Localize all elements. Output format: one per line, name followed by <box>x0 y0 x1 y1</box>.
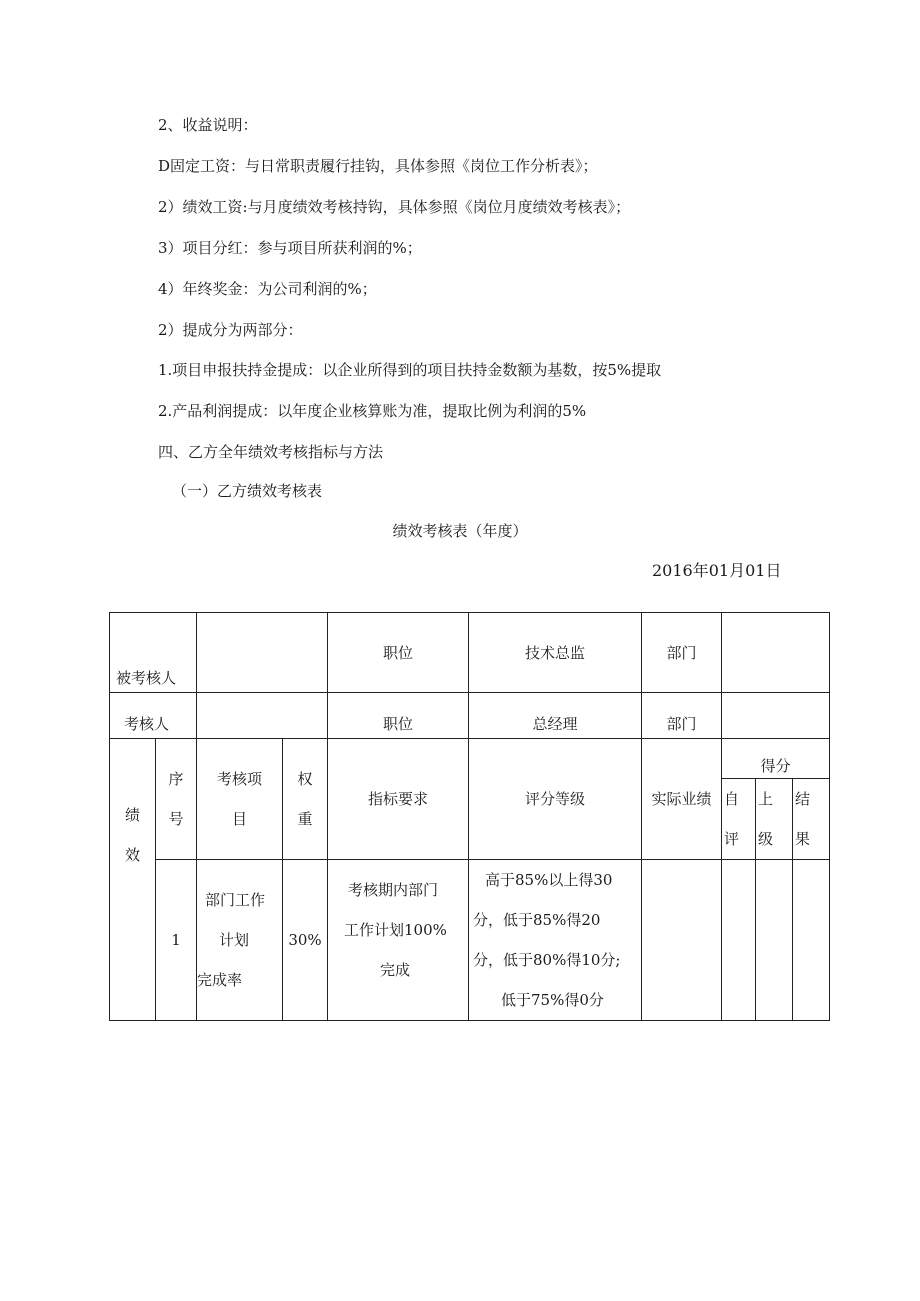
position-value: 技术总监 <box>469 613 642 693</box>
section-label <box>110 739 156 1021</box>
department-value[interactable] <box>722 613 830 693</box>
section-heading-4: 四、乙方全年绩效考核指标与方法 <box>158 443 384 461</box>
section-char: 效 <box>124 846 140 864</box>
header-self <box>722 779 756 860</box>
department-label: 部门 <box>642 693 722 739</box>
table-date: 2016年01月01日 <box>652 561 782 580</box>
row-actual[interactable] <box>642 860 722 1021</box>
para-commission-1: 1.项目申报扶持金提成：以企业所得到的项目扶持金数额为基数，按5%提取 <box>158 361 662 379</box>
position-value: 总经理 <box>469 693 642 739</box>
para-project-dividend: 3）项目分红：参与项目所获利润的%； <box>158 239 422 257</box>
department-label: 部门 <box>642 613 722 693</box>
header-seq <box>156 739 197 860</box>
header-weight-line: 重 <box>297 810 313 828</box>
row-grade-line: 低于75%得0分 <box>501 991 604 1009</box>
header-result <box>793 779 830 860</box>
row-requirement-line: 考核期内部门 <box>348 881 439 899</box>
performance-table <box>109 612 830 1021</box>
header-weight-line: 权 <box>297 770 313 788</box>
table-row <box>110 613 830 693</box>
assessee-label: 被考核人 <box>110 613 197 693</box>
position-label: 职位 <box>328 693 469 739</box>
row-item-line: 完成率 <box>197 971 243 989</box>
row-grade-line: 分，低于80%得10分; <box>473 951 621 969</box>
header-seq-line: 序 <box>168 770 184 788</box>
position-label: 职位 <box>328 613 469 693</box>
header-score: 得分 <box>722 739 830 779</box>
row-seq: 1 <box>156 860 197 1021</box>
row-grade-line: 分，低于85%得20 <box>473 911 601 929</box>
row-result[interactable] <box>793 860 830 1021</box>
header-item <box>197 739 283 860</box>
header-seq-line: 号 <box>168 810 184 828</box>
subsection-heading: （一）乙方绩效考核表 <box>172 482 323 500</box>
header-self-line: 自 <box>724 790 740 808</box>
para-fixed-salary: D固定工资：与日常职责履行挂钩，具体参照《岗位工作分析表》； <box>158 157 598 175</box>
row-requirement-line: 工作计划100% <box>344 921 447 939</box>
header-superior-line: 级 <box>758 830 774 848</box>
header-superior <box>756 779 793 860</box>
row-item <box>197 860 283 1021</box>
header-item-line: 考核项 <box>216 770 262 788</box>
table-row <box>110 693 830 739</box>
section-char: 绩 <box>124 806 140 824</box>
row-requirement-line: 完成 <box>380 961 411 979</box>
header-actual: 实际业绩 <box>642 739 722 860</box>
para-commission-heading: 2）提成分为两部分： <box>158 321 303 339</box>
row-superior-score[interactable] <box>756 860 793 1021</box>
assessor-value[interactable] <box>197 693 328 739</box>
para-income-heading: 2、收益说明： <box>158 116 258 134</box>
row-requirement <box>328 860 469 1021</box>
header-requirement: 指标要求 <box>328 739 469 860</box>
row-self-score[interactable] <box>722 860 756 1021</box>
para-performance-salary: 2）绩效工资:与月度绩效考核持钩，具体参照《岗位月度绩效考核表》； <box>158 198 631 216</box>
row-item-line: 部门工作 <box>205 891 266 909</box>
header-item-line: 目 <box>231 810 247 828</box>
para-year-end-bonus: 4）年终奖金：为公司利润的%； <box>158 280 377 298</box>
table-row <box>110 860 830 1021</box>
assessor-label: 考核人 <box>110 693 197 739</box>
header-self-line: 评 <box>724 830 740 848</box>
header-superior-line: 上 <box>758 790 774 808</box>
table-header-row <box>110 739 830 779</box>
assessee-value[interactable] <box>197 613 328 693</box>
row-grade-line: 高于85%以上得30 <box>485 871 613 889</box>
para-commission-2: 2.产品利润提成：以年度企业核算账为准，提取比例为利润的5% <box>158 402 587 420</box>
table-title: 绩效考核表（年度） <box>392 522 528 540</box>
header-grade: 评分等级 <box>469 739 642 860</box>
header-weight <box>283 739 328 860</box>
row-item-line: 计划 <box>219 931 250 949</box>
row-weight: 30% <box>283 860 328 1021</box>
department-value[interactable] <box>722 693 830 739</box>
row-grade <box>469 860 642 1021</box>
header-result-line: 果 <box>795 830 811 848</box>
header-result-line: 结 <box>795 790 811 808</box>
